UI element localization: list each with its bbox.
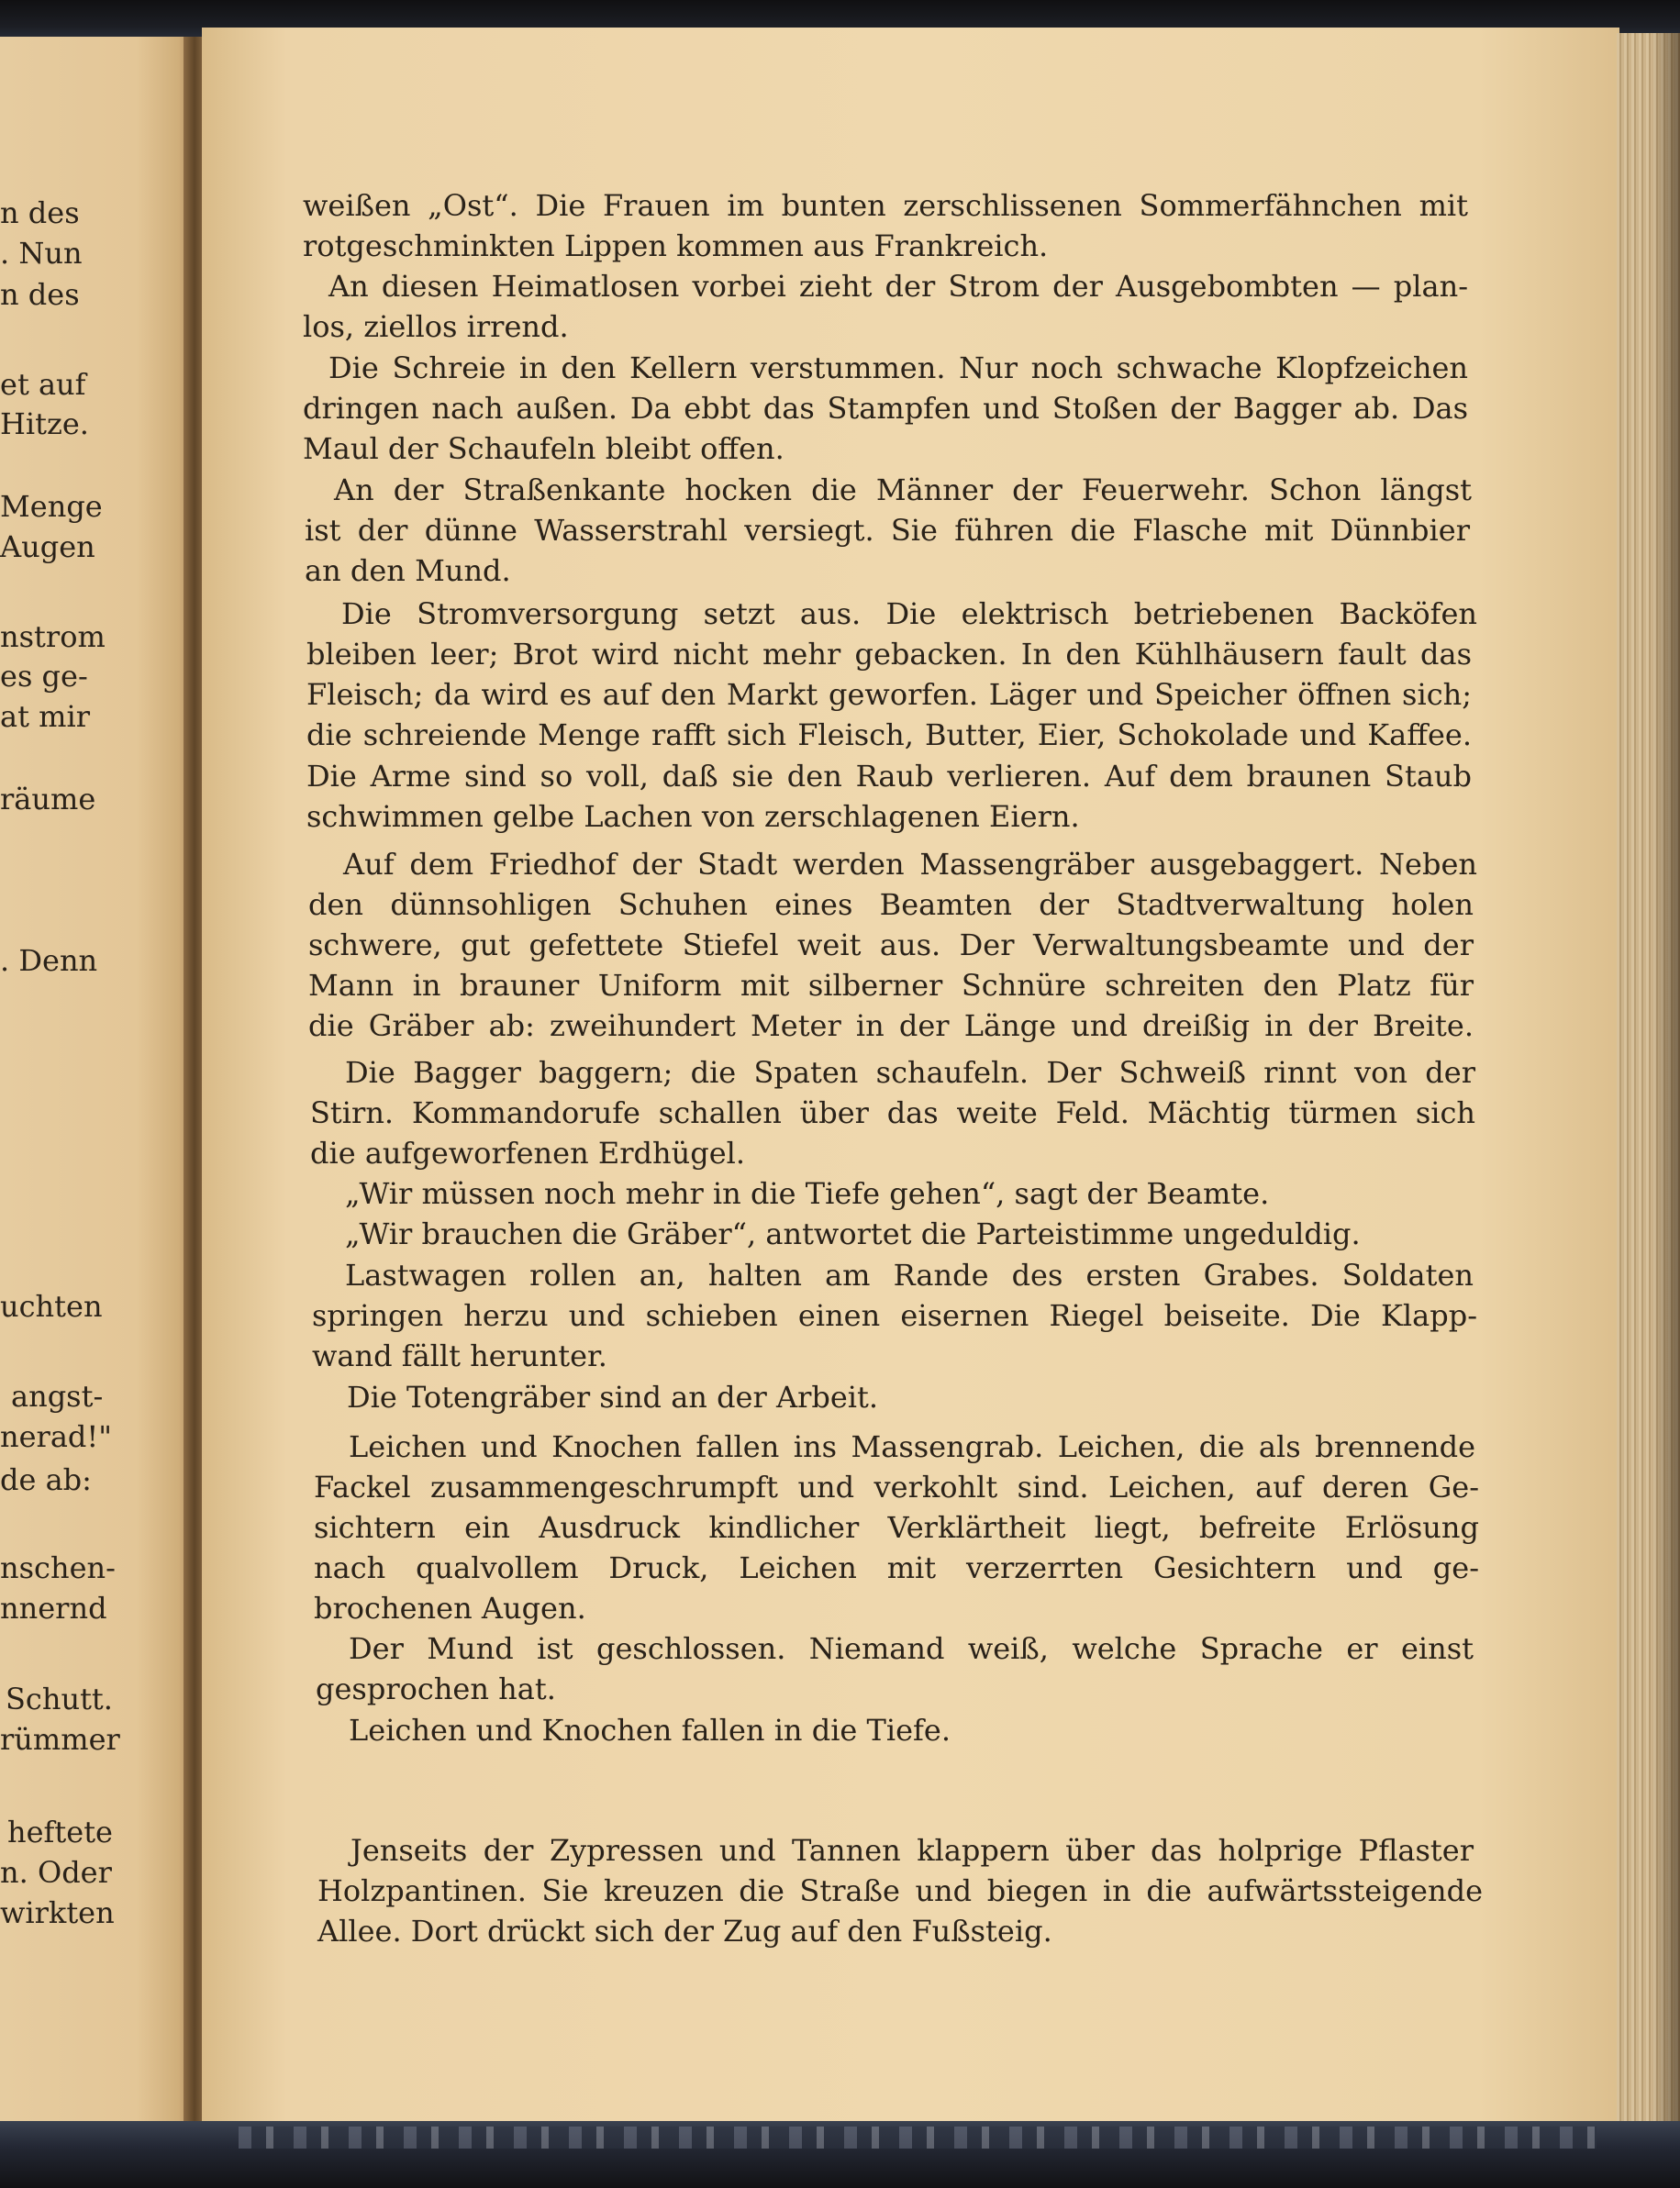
left-page-line: räume [0, 782, 96, 816]
right-page-line: Stirn. Kommandorufe schallen über das weite Feld. Mächtig türmen sich [310, 1095, 1475, 1130]
left-page-line: . Denn [0, 943, 98, 978]
right-page-line: dringen nach außen. Da ebbt das Stampfen und Stoßen der Bagger ab. Das [303, 391, 1468, 426]
right-page-line: ist der dünne Wasserstrahl versiegt. Sie führen die Flasche mit Dünnbier [305, 513, 1470, 548]
right-page-line: Lastwagen rollen an, halten am Rande des ersten Grabes. Soldaten [345, 1258, 1474, 1293]
right-page-line: schwere, gut gefettete Stiefel weit aus. Der Verwaltungsbeamte und der [308, 927, 1474, 962]
right-page-line: Leichen und Knochen fallen ins Massengrab. Leichen, die als brennende [349, 1429, 1475, 1464]
right-page-line: Der Mund ist geschlossen. Niemand weiß, welche Sprache er einst [349, 1631, 1474, 1666]
right-page-line: Leichen und Knochen fallen in die Tiefe. [349, 1713, 951, 1748]
right-page-line: nach qualvollem Druck, Leichen mit verzerrten Gesichtern und ge- [314, 1550, 1479, 1585]
left-page-line: heftete [7, 1815, 113, 1849]
left-page-line: n des [0, 277, 80, 312]
right-page-line: an den Mund. [305, 553, 511, 588]
right-page-line: schwimmen gelbe Lachen von zerschlagenen Eiern. [306, 799, 1080, 834]
right-page-line: rotgeschminkten Lippen kommen aus Frankreich. [303, 228, 1049, 263]
right-page-line: Auf dem Friedhof der Stadt werden Massengräber ausgebaggert. Neben [343, 847, 1477, 882]
right-page-line: An der Straßenkante hocken die Männer der Feuerwehr. Schon längst [334, 472, 1472, 507]
left-page-line: Schutt. [6, 1682, 113, 1716]
right-page-line: weißen „Ost“. Die Frauen im bunten zerschlissenen Sommerfähnchen mit [303, 188, 1468, 223]
right-page-line: gesprochen hat. [316, 1672, 556, 1706]
right-page-line: brochenen Augen. [314, 1591, 586, 1626]
right-page-line: die aufgeworfenen Erdhügel. [310, 1136, 746, 1171]
right-page-line: Holzpantinen. Sie kreuzen die Straße und biegen in die aufwärtssteigende [317, 1873, 1483, 1908]
right-page-line: „Wir müssen noch mehr in die Tiefe gehen“, sagt der Beamte. [345, 1176, 1270, 1211]
left-page-line: nschen- [0, 1550, 116, 1585]
left-page [0, 37, 195, 2133]
right-page-line: Fackel zusammengeschrumpft und verkohlt sind. Leichen, auf deren Ge- [314, 1470, 1479, 1505]
left-page-line: de ab: [0, 1462, 92, 1497]
left-page-line: Menge [0, 489, 103, 524]
right-page-line: bleiben leer; Brot wird nicht mehr gebacken. In den Kühlhäusern fault das [306, 637, 1472, 672]
right-page-line: Die Stromversorgung setzt aus. Die elektrisch betriebenen Backöfen [341, 596, 1477, 631]
right-page-line: die schreiende Menge rafft sich Fleisch, Butter, Eier, Schokolade und Kaffee. [306, 717, 1472, 752]
left-page-line: et auf [0, 367, 86, 402]
left-page-line: es ge- [0, 659, 88, 694]
left-page-line: angst- [11, 1379, 104, 1414]
left-page-line: n des [0, 195, 80, 230]
left-page-line: wirkten [0, 1895, 115, 1930]
right-page-line: los, ziellos irrend. [303, 309, 569, 344]
right-page-line: den dünnsohligen Schuhen eines Beamten der Stadtverwaltung holen [308, 887, 1474, 922]
right-page-line: springen herzu und schieben einen eisernen Riegel beiseite. Die Klapp- [312, 1298, 1477, 1333]
page-edge-shadow [1652, 33, 1680, 2128]
right-page-line: sichtern ein Ausdruck kindlicher Verklärtheit liegt, befreite Erlösung [314, 1510, 1479, 1545]
right-page-line: Die Arme sind so voll, daß sie den Raub verlieren. Auf dem braunen Staub [306, 759, 1472, 794]
right-page-line: Die Totengräber sind an der Arbeit. [347, 1380, 879, 1415]
right-page-line: Die Bagger baggern; die Spaten schaufeln. Der Schweiß rinnt von der [345, 1055, 1475, 1090]
left-page-line: nerad!" [0, 1419, 112, 1454]
right-page-line: die Gräber ab: zweihundert Meter in der Länge und dreißig in der Breite. [308, 1008, 1474, 1043]
left-page-line: Augen [0, 529, 95, 564]
right-page-line: Mann in brauner Uniform mit silberner Schnüre schreiten den Platz für [308, 968, 1474, 1003]
right-page-line: Allee. Dort drückt sich der Zug auf den Fußsteig. [317, 1914, 1052, 1949]
left-page-line: n. Oder [0, 1855, 112, 1890]
binding-pattern [239, 2127, 1597, 2149]
left-page-line: . Nun [0, 236, 83, 271]
left-page-line: rümmer [0, 1722, 120, 1757]
right-page-line: An diesen Heimatlosen vorbei zieht der Strom der Ausgebombten — plan- [328, 269, 1468, 304]
right-page-line: Jenseits der Zypressen und Tannen klappern über das holprige Pflaster [350, 1833, 1474, 1868]
right-page-line: Maul der Schaufeln bleibt offen. [303, 431, 784, 466]
right-page-line: Die Schreie in den Kellern verstummen. Nur noch schwache Klopfzeichen [328, 350, 1468, 385]
left-page-line: nnernd [0, 1591, 107, 1626]
right-page-line: „Wir brauchen die Gräber“, antwortet die Parteistimme ungeduldig. [345, 1216, 1361, 1251]
left-page-line: nstrom [0, 619, 106, 654]
right-page-line: wand fällt herunter. [312, 1338, 607, 1373]
left-page-line: uchten [0, 1289, 103, 1324]
right-page-line: Fleisch; da wird es auf den Markt geworfen. Läger und Speicher öffnen sich; [306, 677, 1472, 712]
right-page [202, 28, 1619, 2128]
left-page-line: Hitze. [0, 406, 89, 441]
left-page-line: at mir [0, 699, 90, 734]
